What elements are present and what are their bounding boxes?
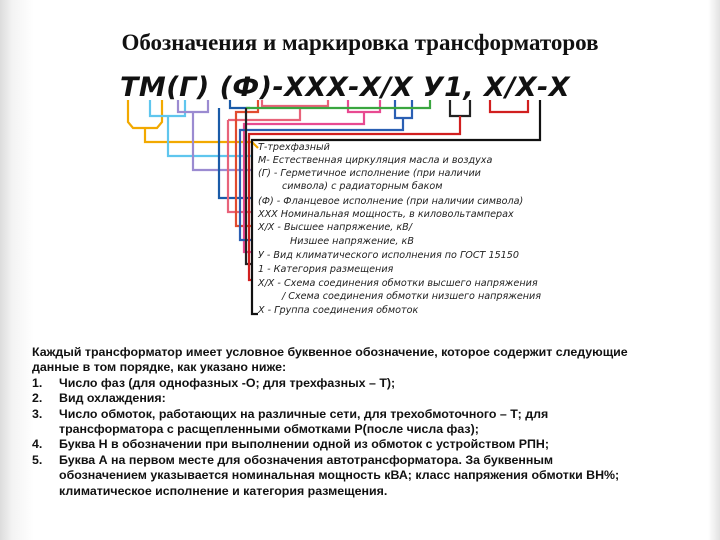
- legend-line: ХХХ Номинальная мощность, в киловольтамперах: [258, 209, 514, 220]
- list-item-number: 4.: [32, 437, 43, 452]
- list-item: [32, 376, 712, 391]
- list-item-text: трансформатора с расщепленными обмотками Р(после числа фаз);: [59, 422, 479, 437]
- list-item-text: Число обмоток, работающих на различные сети, для трехобмоточного – Т; для: [59, 406, 549, 421]
- connector-line: [150, 100, 185, 116]
- list-item: [32, 407, 712, 438]
- connector-line: [178, 100, 208, 112]
- connector-line: [262, 100, 328, 106]
- list-item-text: Буква А на первом месте для обозначения автотрансформатора. За буквенным: [59, 452, 554, 467]
- legend-line: М- Естественная циркуляция масла и воздуха: [258, 155, 493, 166]
- list-item: [32, 453, 712, 499]
- description-text: [32, 345, 712, 499]
- connector-line: [490, 100, 528, 112]
- connector-line: [348, 100, 380, 112]
- connector-line: [128, 100, 162, 128]
- transformer-code: ТМ(Г) (Ф)-ХХХ-Х/Х У1, Х/Х-Х: [120, 72, 571, 103]
- list-item: [32, 391, 712, 406]
- intro-line: данные в том порядке, как указано ниже:: [32, 360, 287, 375]
- legend-line: У - Вид климатического исполнения по ГОСТ 15150: [258, 250, 519, 261]
- slide-title: Обозначения и маркировка трансформаторов: [121, 30, 599, 55]
- legend-line: Х/Х - Схема соединения обмотки высшего напряжения: [258, 278, 538, 289]
- legend-line: / Схема соединения обмотки низшего напряжения: [282, 291, 542, 302]
- legend-line: Низшее напряжение, кВ: [290, 236, 414, 247]
- list-item: [32, 437, 712, 452]
- intro-line: Каждый трансформатор имеет условное буквенное обозначение, которое содержит следующие: [32, 345, 628, 359]
- legend-line: (Ф) - Фланцевое исполнение (при наличии символа): [258, 196, 524, 207]
- list-item-text: обозначением указывается номинальная мощность кВА; класс напряжения обмотки ВН%;: [59, 468, 620, 483]
- legend-line: (Г) - Герметичное исполнение (при наличии: [258, 168, 481, 179]
- list-item-number: 1.: [32, 375, 43, 390]
- list-item-text: Буква Н в обозначении при выполнении одной из обмоток с устройством РПН;: [59, 437, 549, 452]
- connector-line: [230, 100, 250, 108]
- list-item-number: 2.: [32, 391, 43, 406]
- list-item-number: 5.: [32, 452, 43, 467]
- legend-line: символа) с радиаторным баком: [282, 181, 443, 192]
- list-item-text: климатическое исполнение и категория размещения.: [59, 483, 388, 498]
- list-item-text: Число фаз (для однофазных -О; для трехфазных – Т);: [59, 375, 396, 390]
- legend-line: Х/Х - Высшее напряжение, кВ/: [258, 222, 412, 233]
- list-item-number: 3.: [32, 406, 43, 421]
- connector-line: [450, 100, 470, 116]
- legend-line: 1 - Категория размещения: [258, 264, 394, 275]
- list-item-text: Вид охлаждения:: [59, 391, 166, 406]
- legend-line: Т-трехфазный: [258, 142, 330, 153]
- legend-line: Х - Группа соединения обмоток: [258, 305, 419, 316]
